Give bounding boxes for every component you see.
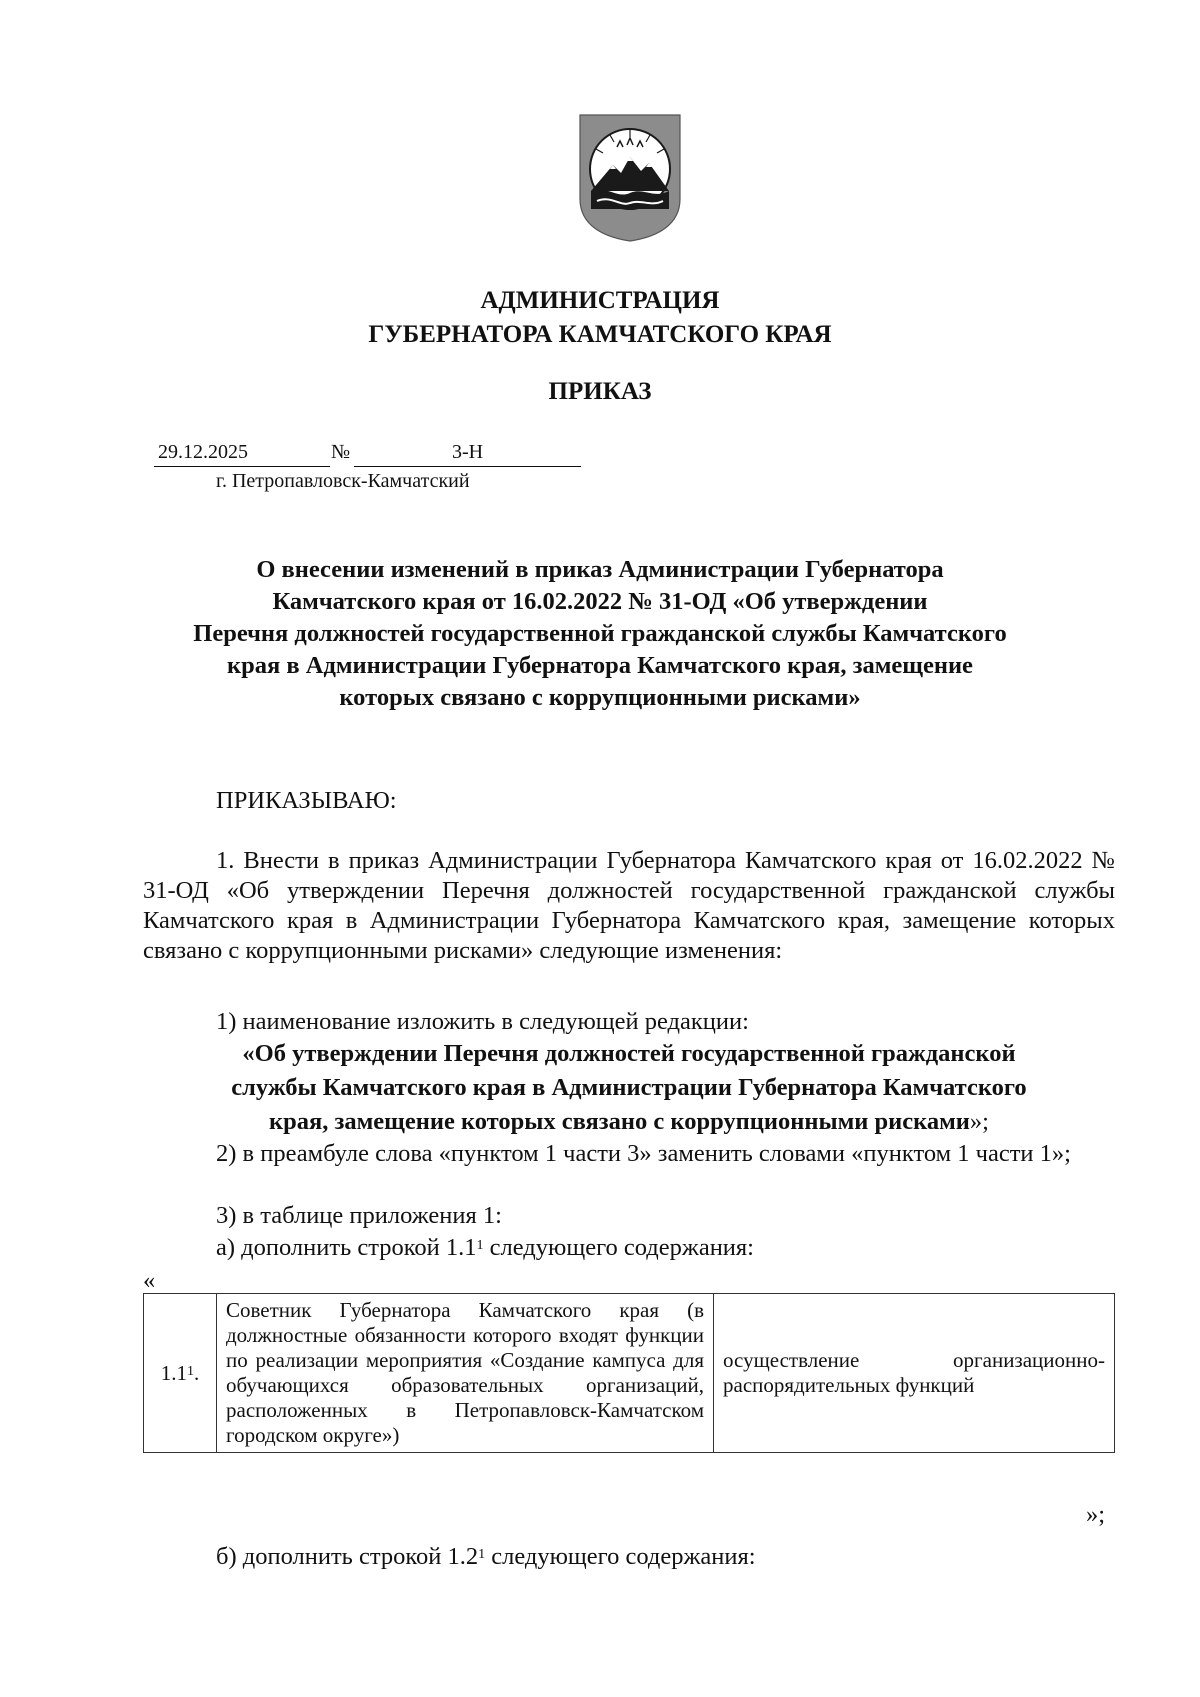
org-name-line1: АДМИНИСТРАЦИЯ xyxy=(480,287,720,314)
order-word: ПРИКАЗЫВАЮ: xyxy=(216,787,397,814)
item-3: 3) в таблице приложения 1: xyxy=(216,1202,502,1229)
item-3a-prefix: а) дополнить строкой 1.1 xyxy=(216,1234,477,1261)
table-open-quote: « xyxy=(143,1267,156,1294)
row-number-cell xyxy=(144,1294,217,1453)
row-number-dot: . xyxy=(194,1360,200,1385)
item-3b xyxy=(216,1542,756,1572)
item-3a-suffix: следующего содержания: xyxy=(483,1234,754,1261)
paragraph-1: 1. Внести в приказ Администрации Губернатора Камчатского края от 16.02.2022 № 31-ОД «Об утверждении Перечня должностей государственной гражданской службы Камчатского края в Администрации Губернатора Камчатского края, замещение которых связано с коррупционными рисками» следующие изменения: xyxy=(143,847,1115,964)
amendment-table xyxy=(143,1293,1115,1453)
item-3b-sup: 1 xyxy=(478,1547,486,1562)
number-underline xyxy=(354,466,581,467)
table-row xyxy=(144,1294,1115,1453)
doc-number: 3-Н xyxy=(452,441,484,463)
new-title-end: »; xyxy=(969,1108,989,1135)
kamchatka-coat-of-arms-icon xyxy=(577,113,683,243)
org-name-line2: ГУБЕРНАТОРА КАМЧАТСКОГО КРАЯ xyxy=(368,321,832,348)
order-title-line1: О внесении изменений в приказ Администрации Губернатора xyxy=(256,556,944,583)
item-3a-sup: 1 xyxy=(476,1238,484,1253)
doc-date: 29.12.2025 xyxy=(158,441,248,463)
item-3b-suffix: следующего содержания: xyxy=(485,1543,756,1570)
number-label: № xyxy=(331,441,351,463)
table-close-quote: »; xyxy=(1086,1501,1106,1528)
order-title-line3: Перечня должностей государственной гражданской службы Камчатского xyxy=(193,620,1007,647)
doc-type-title: ПРИКАЗ xyxy=(548,378,652,405)
city-name: г. Петропавловск-Камчатский xyxy=(216,470,470,492)
order-title-line5: которых связано с коррупционными рисками» xyxy=(339,684,861,711)
position-cell: Советник Губернатора Камчатского края (в должностные обязанности которого входят функции по реализации мероприятия «Создание кампуса для обучающихся образовательных организаций, расположенных в Петропавловск-Камчатском городском округе») xyxy=(217,1294,714,1453)
new-title-line3-wrap xyxy=(143,1105,1115,1139)
coat-of-arms-emblem xyxy=(577,113,683,243)
function-cell: осуществление организационно-распорядительных функций xyxy=(714,1294,1115,1453)
item-1: 1) наименование изложить в следующей редакции: xyxy=(216,1008,749,1035)
item-2: 2) в преамбуле слова «пунктом 1 части 3» заменить словами «пунктом 1 части 1»; xyxy=(216,1140,1071,1167)
new-title-line1: «Об утверждении Перечня должностей государственной гражданской xyxy=(242,1040,1016,1067)
order-title-line2: Камчатского края от 16.02.2022 № 31-ОД «Об утверждении xyxy=(272,588,928,615)
new-title-line3: края, замещение которых связано с коррупционными рисками xyxy=(269,1108,970,1135)
row-number-sup: 1 xyxy=(187,1363,194,1379)
row-number: 1.1 xyxy=(160,1360,187,1385)
new-title-line2: службы Камчатского края в Администрации Губернатора Камчатского xyxy=(231,1074,1027,1101)
item-3a xyxy=(216,1233,754,1263)
item-3b-prefix: б) дополнить строкой 1.2 xyxy=(216,1543,479,1570)
date-underline xyxy=(154,466,330,467)
order-title-line4: края в Администрации Губернатора Камчатского края, замещение xyxy=(227,652,973,679)
